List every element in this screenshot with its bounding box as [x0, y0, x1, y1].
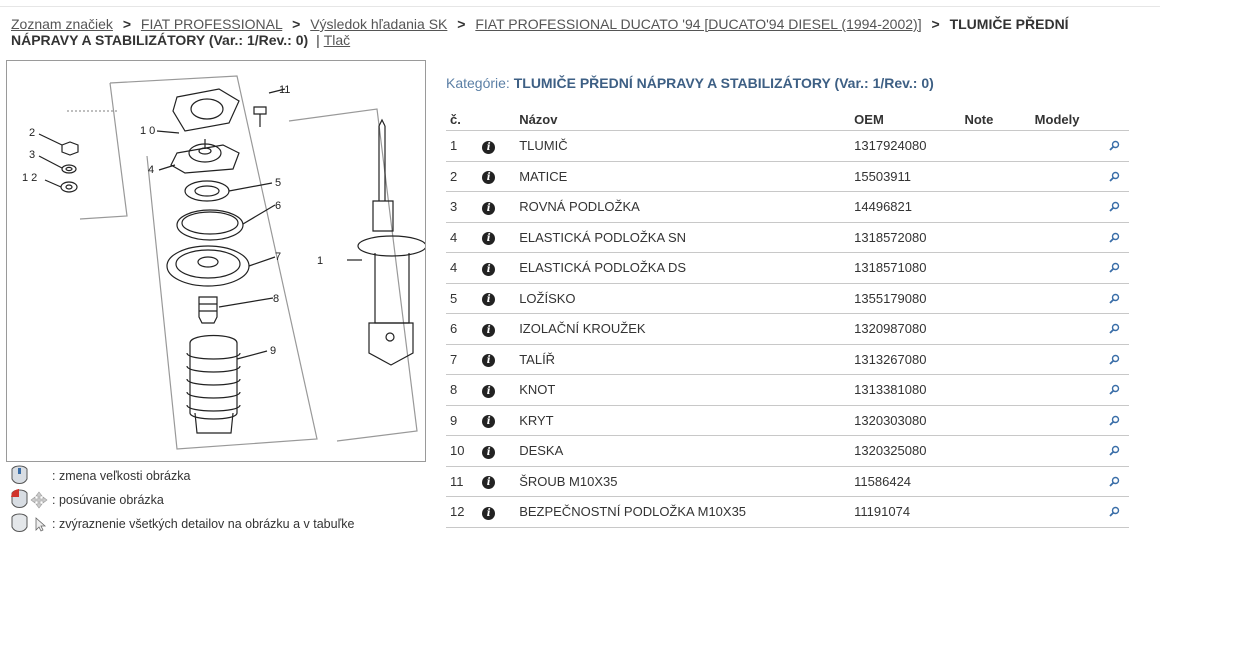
table-row[interactable] — [446, 192, 1129, 223]
info-icon[interactable]: i — [482, 385, 495, 398]
cell-no: 10 — [446, 436, 478, 467]
cell-name: LOŽÍSKO — [515, 283, 850, 314]
cell-oem: 1318571080 — [850, 253, 960, 284]
cell-no: 8 — [446, 375, 478, 406]
info-icon[interactable]: i — [482, 141, 495, 154]
mouse-wheel-icon — [8, 465, 50, 487]
callout-3: 3 — [29, 149, 36, 161]
magnifier-icon[interactable] — [1109, 293, 1129, 304]
table-row[interactable] — [446, 375, 1129, 406]
cell-zoom[interactable] — [1105, 436, 1129, 467]
callout-2: 2 — [29, 127, 36, 139]
cell-name: TLUMIČ — [515, 131, 850, 162]
callout-7: 7 — [275, 251, 282, 263]
cell-name: DESKA — [515, 436, 850, 467]
cell-oem: 1318572080 — [850, 222, 960, 253]
cell-no: 1 — [446, 131, 478, 162]
breadcrumb — [11, 16, 1091, 48]
category-heading — [446, 75, 934, 91]
cell-info[interactable] — [478, 344, 515, 375]
legend-item-zoom — [8, 464, 354, 488]
cell-info[interactable] — [478, 192, 515, 223]
cell-info[interactable] — [478, 222, 515, 253]
callout-4: 4 — [148, 164, 155, 176]
info-icon[interactable]: i — [482, 446, 495, 459]
header-name: Názov — [515, 108, 850, 131]
cell-name: KRYT — [515, 405, 850, 436]
table-header-row — [446, 108, 1129, 131]
cell-oem: 1320987080 — [850, 314, 960, 345]
cell-zoom[interactable] — [1105, 497, 1129, 528]
cell-zoom[interactable] — [1105, 375, 1129, 406]
cell-oem: 15503911 — [850, 161, 960, 192]
cell-oem: 1317924080 — [850, 131, 960, 162]
magnifier-icon[interactable] — [1109, 415, 1129, 426]
magnifier-icon[interactable] — [1109, 476, 1129, 487]
cell-zoom[interactable] — [1105, 131, 1129, 162]
cell-models — [1031, 344, 1105, 375]
info-icon[interactable]: i — [482, 324, 495, 337]
magnifier-icon[interactable] — [1109, 232, 1129, 243]
breadcrumb-separator: > — [457, 16, 466, 32]
cell-oem: 14496821 — [850, 192, 960, 223]
cell-models — [1031, 222, 1105, 253]
legend-text: : posúvanie obrázka — [52, 493, 164, 507]
callout-9: 9 — [270, 345, 277, 357]
cell-note — [960, 466, 1030, 497]
callout-6: 6 — [275, 200, 282, 212]
parts-table-body — [446, 131, 1129, 528]
header-zoom — [1105, 108, 1129, 131]
breadcrumb-separator: > — [122, 16, 132, 32]
cell-models — [1031, 466, 1105, 497]
cell-zoom[interactable] — [1105, 222, 1129, 253]
print-link[interactable]: Tlač — [323, 32, 351, 48]
table-row[interactable] — [446, 344, 1129, 375]
info-icon[interactable]: i — [482, 507, 495, 520]
magnifier-icon[interactable] — [1109, 140, 1129, 151]
cell-no: 2 — [446, 161, 478, 192]
cell-info[interactable] — [478, 436, 515, 467]
cell-name: ROVNÁ PODLOŽKA — [515, 192, 850, 223]
cell-models — [1031, 375, 1105, 406]
cell-no: 4 — [446, 253, 478, 284]
cell-note — [960, 253, 1030, 284]
breadcrumb-link-fiat-professional[interactable]: FIAT PROFESSIONAL — [140, 16, 283, 32]
callout-1: 1 — [317, 255, 324, 267]
cell-zoom[interactable] — [1105, 283, 1129, 314]
cell-zoom[interactable] — [1105, 314, 1129, 345]
table-row[interactable] — [446, 314, 1129, 345]
callout-11: 11 — [279, 84, 291, 96]
legend-text: : zmena veľkosti obrázka — [52, 469, 191, 483]
parts-diagram[interactable] — [6, 60, 426, 462]
breadcrumb-current: TLUMIČE PŘEDNÍ NÁPRAVY A STABILIZÁTORY (Var.: 1/Rev.: 0) — [11, 16, 1069, 48]
cell-models — [1031, 283, 1105, 314]
exploded-view-drawing[interactable] — [7, 61, 425, 461]
cell-models — [1031, 314, 1105, 345]
callout-12: 1 2 — [22, 172, 38, 184]
info-icon[interactable]: i — [482, 415, 495, 428]
cell-no: 7 — [446, 344, 478, 375]
cell-no: 3 — [446, 192, 478, 223]
cell-models — [1031, 253, 1105, 284]
cell-models — [1031, 161, 1105, 192]
magnifier-icon[interactable] — [1109, 201, 1129, 212]
info-icon[interactable]: i — [482, 232, 495, 245]
cell-info[interactable] — [478, 375, 515, 406]
mouse-drag-move-icon — [8, 489, 50, 511]
table-row[interactable] — [446, 131, 1129, 162]
header-oem: OEM — [850, 108, 960, 131]
cell-oem: 1355179080 — [850, 283, 960, 314]
cell-info[interactable] — [478, 161, 515, 192]
cell-models — [1031, 131, 1105, 162]
cell-note — [960, 131, 1030, 162]
cell-name: ELASTICKÁ PODLOŽKA SN — [515, 222, 850, 253]
cell-oem: 11586424 — [850, 466, 960, 497]
cell-name: TALÍŘ — [515, 344, 850, 375]
magnifier-icon[interactable] — [1109, 323, 1129, 334]
cell-no: 12 — [446, 497, 478, 528]
cell-name: IZOLAČNÍ KROUŽEK — [515, 314, 850, 345]
cell-note — [960, 375, 1030, 406]
cell-name: ŠROUB M10X35 — [515, 466, 850, 497]
info-icon[interactable]: i — [482, 293, 495, 306]
cell-info[interactable] — [478, 466, 515, 497]
header-note: Note — [960, 108, 1030, 131]
cell-zoom[interactable] — [1105, 161, 1129, 192]
header-info — [478, 108, 515, 131]
info-icon[interactable]: i — [482, 263, 495, 276]
cell-note — [960, 161, 1030, 192]
breadcrumb-link-model[interactable]: FIAT PROFESSIONAL DUCATO '94 [DUCATO'94 DIESEL (1994-2002)] — [475, 16, 922, 32]
top-divider — [0, 6, 1160, 7]
table-row[interactable] — [446, 222, 1129, 253]
cell-models — [1031, 192, 1105, 223]
cell-models — [1031, 405, 1105, 436]
table-row[interactable] — [446, 466, 1129, 497]
cell-zoom[interactable] — [1105, 466, 1129, 497]
cell-models — [1031, 436, 1105, 467]
table-row[interactable] — [446, 436, 1129, 467]
cell-oem: 1313381080 — [850, 375, 960, 406]
magnifier-icon[interactable] — [1109, 354, 1129, 365]
legend-item-move — [8, 488, 354, 512]
parts-table — [446, 108, 1129, 528]
cell-no: 5 — [446, 283, 478, 314]
category-label: Kategórie: — [446, 75, 510, 91]
callout-10: 1 0 — [140, 125, 156, 137]
cell-zoom[interactable] — [1105, 405, 1129, 436]
cell-note — [960, 497, 1030, 528]
header-models: Modely — [1031, 108, 1105, 131]
cell-name: MATICE — [515, 161, 850, 192]
table-row[interactable] — [446, 497, 1129, 528]
cell-no: 6 — [446, 314, 478, 345]
table-row[interactable] — [446, 283, 1129, 314]
breadcrumb-link-brands[interactable]: Zoznam značiek — [11, 16, 113, 32]
cell-info[interactable] — [478, 131, 515, 162]
callout-8: 8 — [273, 293, 280, 305]
cell-note — [960, 222, 1030, 253]
callout-5: 5 — [275, 177, 282, 189]
breadcrumb-divider: | — [316, 32, 320, 48]
cell-zoom[interactable] — [1105, 344, 1129, 375]
magnifier-icon[interactable] — [1109, 262, 1129, 273]
cell-zoom[interactable] — [1105, 253, 1129, 284]
info-icon[interactable]: i — [482, 171, 495, 184]
breadcrumb-separator: > — [931, 16, 940, 32]
cell-no: 11 — [446, 466, 478, 497]
magnifier-icon[interactable] — [1109, 384, 1129, 395]
cell-name: ELASTICKÁ PODLOŽKA DS — [515, 253, 850, 284]
table-row[interactable] — [446, 161, 1129, 192]
cell-info[interactable] — [478, 283, 515, 314]
table-row[interactable] — [446, 253, 1129, 284]
breadcrumb-separator: > — [292, 16, 301, 32]
cell-oem: 1320303080 — [850, 405, 960, 436]
cell-info[interactable] — [478, 405, 515, 436]
cell-note — [960, 314, 1030, 345]
cell-oem: 11191074 — [850, 497, 960, 528]
cell-oem: 1313267080 — [850, 344, 960, 375]
cell-note — [960, 192, 1030, 223]
cell-note — [960, 283, 1030, 314]
cell-info[interactable] — [478, 497, 515, 528]
magnifier-icon[interactable] — [1109, 445, 1129, 456]
info-icon[interactable]: i — [482, 354, 495, 367]
cell-zoom[interactable] — [1105, 192, 1129, 223]
cell-models — [1031, 497, 1105, 528]
cell-name: KNOT — [515, 375, 850, 406]
info-icon[interactable]: i — [482, 202, 495, 215]
image-controls-legend — [8, 464, 354, 536]
cell-note — [960, 405, 1030, 436]
legend-item-highlight — [8, 512, 354, 536]
header-no: č. — [446, 108, 478, 131]
table-row[interactable] — [446, 405, 1129, 436]
cell-name: BEZPEČNOSTNÍ PODLOŽKA M10X35 — [515, 497, 850, 528]
cell-info[interactable] — [478, 314, 515, 345]
mouse-pointer-icon — [8, 513, 50, 535]
cell-no: 4 — [446, 222, 478, 253]
breadcrumb-link-search-result[interactable]: Výsledok hľadania SK — [310, 16, 448, 32]
category-value: TLUMIČE PŘEDNÍ NÁPRAVY A STABILIZÁTORY (Var.: 1/Rev.: 0) — [513, 75, 934, 91]
cell-note — [960, 436, 1030, 467]
legend-text: : zvýraznenie všetkých detailov na obrázku a v tabuľke — [52, 517, 355, 531]
cell-oem: 1320325080 — [850, 436, 960, 467]
magnifier-icon[interactable] — [1109, 506, 1129, 517]
cell-note — [960, 344, 1030, 375]
cell-info[interactable] — [478, 253, 515, 284]
magnifier-icon[interactable] — [1109, 171, 1129, 182]
cell-no: 9 — [446, 405, 478, 436]
info-icon[interactable]: i — [482, 476, 495, 489]
